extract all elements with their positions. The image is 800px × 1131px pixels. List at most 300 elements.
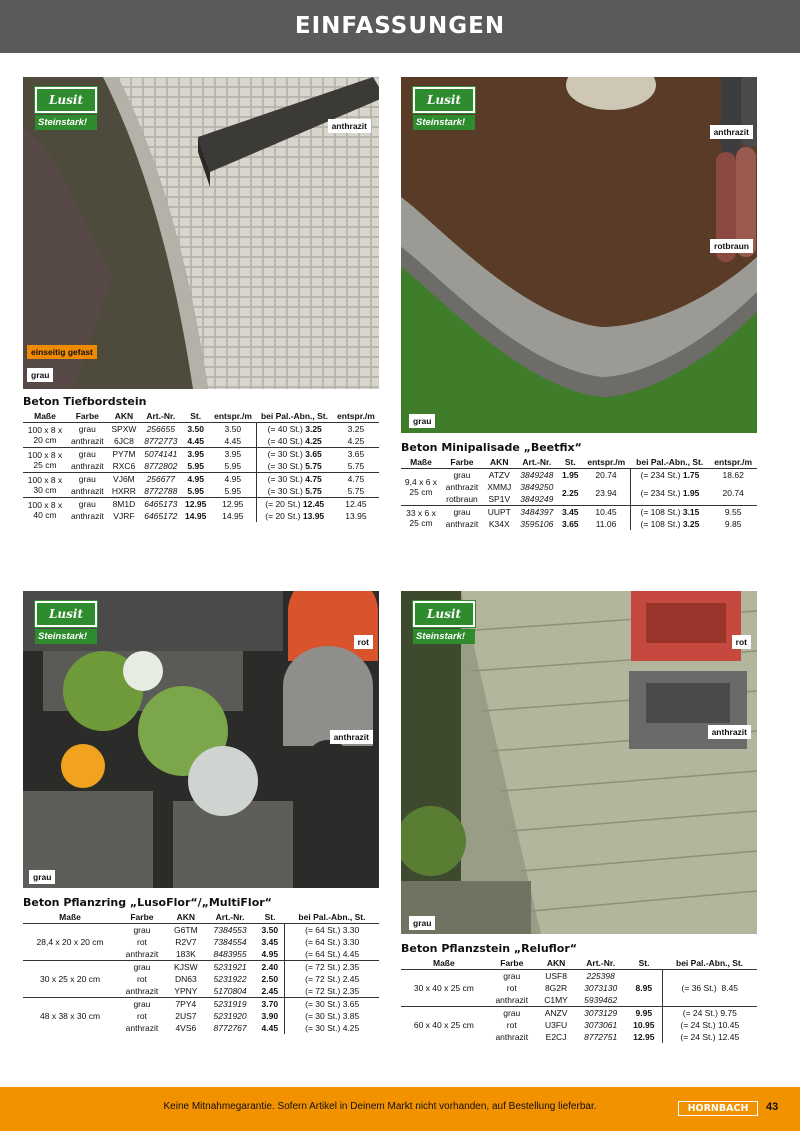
color-chip-grau: grau (409, 916, 435, 930)
cell-pal (285, 1010, 379, 1022)
cell-akn: U3FU (544, 1020, 568, 1030)
cell-pal (256, 435, 333, 448)
table-row (401, 506, 757, 519)
cell-pal (285, 998, 379, 1011)
cell-farbe: anthrazit (70, 486, 104, 496)
cell-art: 6465172 (144, 511, 178, 521)
feature-chip: einseitig gefast (27, 345, 97, 359)
pal-qty: (= 20 St.) (265, 499, 301, 509)
table-row (23, 485, 379, 498)
lusit-badge (35, 87, 97, 130)
footer-disclaimer: Keine Mitnahmegarantie. Sofern Artikel in Deinem Markt nicht vorhanden, auf Bestellung lieferbar. (163, 1101, 597, 1112)
cell-art: 3484397 (516, 506, 558, 519)
cell-masse: 60 x 40 x 25 cm (401, 1007, 487, 1044)
cell-m: 4.95 (210, 473, 256, 486)
pal-qty: (= 36 St.) (681, 983, 717, 993)
lusit-tagline: Steinstark! (35, 115, 97, 130)
cell-m: 3.95 (210, 448, 256, 461)
pal-price: 3.25 (682, 519, 700, 529)
table-row (401, 518, 757, 530)
col-header: Farbe (441, 456, 483, 469)
pal-price: 8.45 (721, 983, 739, 993)
cell-masse: 33 x 6 x 25 cm (401, 506, 441, 531)
price-table-beetfix (401, 456, 757, 530)
cell-masse: 9,4 x 6 x 25 cm (404, 477, 438, 497)
cell-farbe: anthrazit (125, 949, 159, 959)
cell-masse: 100 x 8 x 25 cm (23, 448, 67, 473)
cell-pal (630, 481, 709, 506)
cell-farbe: anthrazit (445, 519, 479, 529)
color-chip-anthrazit: anthrazit (710, 125, 753, 139)
cell-farbe: anthrazit (495, 1032, 529, 1042)
cell-art: 5231921 (205, 961, 255, 974)
cell-m: 5.95 (224, 461, 242, 471)
cell-pal-per-m: 3.25 (333, 423, 379, 436)
cell-masse: 100 x 8 x 30 cm (23, 473, 67, 498)
cell-akn: G6TM (167, 924, 205, 937)
cell-akn: K34X (488, 519, 510, 529)
col-header: AKN (483, 456, 516, 469)
pal-price: 2.35 (342, 986, 360, 996)
cell-pal (662, 1019, 757, 1031)
lusit-badge (413, 87, 475, 130)
cell-art: 7384554 (213, 937, 247, 947)
pal-price: 9.75 (720, 1008, 737, 1018)
cell-art: 3849249 (520, 494, 554, 504)
table-row (23, 460, 379, 473)
table-row (23, 948, 379, 961)
cell-pal (256, 510, 333, 522)
table-row (401, 481, 757, 493)
col-header: St. (626, 957, 662, 970)
cell-art: 3073061 (584, 1020, 618, 1030)
pal-qty: (= 30 St.) (267, 486, 303, 496)
cell-m: 3.50 (210, 423, 256, 436)
pal-qty: (= 30 St.) (305, 1023, 341, 1033)
pal-qty: (= 64 St.) (305, 937, 341, 947)
lusit-logo: Lusit (413, 87, 475, 113)
table-row (23, 998, 379, 1011)
price-table-pflanzring (23, 911, 379, 1034)
cell-farbe: anthrazit (495, 995, 529, 1005)
pal-qty: (= 24 St.) (680, 1032, 716, 1042)
lusit-tagline: Steinstark! (413, 115, 475, 130)
cell-art: 3073129 (575, 1007, 626, 1020)
cell-st: 3.70 (255, 998, 285, 1011)
cell-pal (662, 1007, 757, 1020)
table-row (23, 448, 379, 461)
col-header: Farbe (487, 957, 537, 970)
cell-st: 3.50 (181, 423, 210, 436)
pal-qty: (= 30 St.) (305, 1011, 341, 1021)
cell-masse (23, 924, 117, 937)
pal-price: 2.35 (342, 962, 360, 972)
cell-pal (256, 423, 333, 436)
cell-farbe: grau (67, 448, 108, 461)
cell-akn: ANZV (537, 1007, 575, 1020)
cell-art: 3849248 (520, 470, 554, 480)
lusit-tagline: Steinstark! (35, 629, 97, 644)
table-row (23, 498, 379, 511)
product-title: Beton Tiefbordstein (23, 395, 147, 408)
table-row (23, 924, 379, 937)
cell-st: 3.95 (181, 448, 210, 461)
cell-farbe: anthrazit (70, 436, 104, 446)
table-row (23, 1022, 379, 1034)
cell-pal-per-m: 9.85 (724, 519, 742, 529)
cell-farbe: grau (67, 473, 108, 486)
cell-farbe: rot (136, 974, 147, 984)
cell-farbe: anthrazit (70, 461, 104, 471)
cell-pal-per-m: 4.25 (347, 436, 365, 446)
cell-art: 5231920 (213, 1011, 247, 1021)
table-row (401, 970, 757, 983)
color-chip-rot: rot (732, 635, 751, 649)
price-table-reluflor (401, 957, 757, 1043)
cell-price: 3.65 (561, 519, 579, 529)
cell-akn: 4VS6 (175, 1023, 197, 1033)
pal-price: 3.85 (342, 1011, 360, 1021)
col-header: St. (181, 410, 210, 423)
pal-qty: (= 234 St.) (640, 470, 681, 480)
cell-art: 5939462 (584, 995, 618, 1005)
price-table-tiefbordstein (23, 410, 379, 522)
cell-farbe: grau (441, 506, 483, 519)
cell-masse: 28,4 x 20 x 20 cm (36, 937, 104, 947)
cell-pal-per-m: 5.75 (347, 461, 365, 471)
color-chip-rot: rot (354, 635, 373, 649)
cell-farbe: rotbraun (446, 494, 478, 504)
cell-akn: UUPT (483, 506, 516, 519)
pal-qty: (= 24 St.) (680, 1020, 716, 1030)
pal-qty: (= 108 St.) (640, 519, 681, 529)
page-footer (0, 1087, 800, 1131)
cell-farbe: grau (67, 423, 108, 436)
cell-pal (285, 948, 379, 961)
cell-art: 6465173 (140, 498, 181, 511)
cell-art: 3849250 (520, 482, 554, 492)
lusit-logo: Lusit (413, 601, 475, 627)
cell-st: 2.40 (255, 961, 285, 974)
cell-pal (256, 448, 333, 461)
pal-price: 3.65 (305, 449, 322, 459)
lusit-tagline: Steinstark! (413, 629, 475, 644)
table-row (23, 1010, 379, 1022)
cell-art: 256677 (140, 473, 181, 486)
cell-masse: 48 x 38 x 30 cm (40, 1011, 101, 1021)
cell-farbe: grau (117, 998, 167, 1011)
minipalisade-image (401, 77, 757, 433)
cell-art: 8772788 (144, 486, 178, 496)
col-header: Art.-Nr. (205, 911, 255, 924)
cell-farbe: anthrazit (125, 1023, 159, 1033)
pal-price: 5.75 (305, 461, 322, 471)
lusit-logo: Lusit (35, 601, 97, 627)
cell-akn: E2CJ (545, 1032, 567, 1042)
cell-price: 2.25 (561, 488, 579, 498)
cell-masse (23, 998, 117, 1011)
color-chip-anthrazit: anthrazit (708, 725, 751, 739)
color-chip-grau: grau (409, 414, 435, 428)
pal-price: 3.15 (682, 507, 700, 517)
col-header: Maße (23, 410, 67, 423)
pal-qty: (= 40 St.) (267, 436, 303, 446)
cell-m: 12.95 (210, 498, 256, 511)
pal-price: 5.75 (305, 486, 322, 496)
cell-akn: 183K (175, 949, 196, 959)
cell-st: 4.95 (181, 473, 210, 486)
col-header: St. (255, 911, 285, 924)
pal-qty: (= 72 St.) (305, 962, 341, 972)
pal-qty: (= 30 St.) (305, 999, 341, 1009)
cell-pal-per-m: 9.55 (709, 506, 757, 519)
pal-price: 4.25 (342, 1023, 360, 1033)
pal-price: 4.75 (305, 474, 322, 484)
cell-akn: 8G2R (544, 983, 568, 993)
pal-qty: (= 72 St.) (305, 974, 341, 984)
cell-art: 7384553 (205, 924, 255, 937)
table-row (23, 961, 379, 974)
cell-pal (285, 973, 379, 985)
cell-farbe: rot (136, 1011, 147, 1021)
cell-per-m: 11.06 (595, 519, 617, 529)
pal-qty: (= 40 St.) (267, 424, 303, 434)
table-row (23, 510, 379, 522)
cell-pal (256, 498, 333, 511)
lusit-badge (35, 601, 97, 644)
pflanzstein-photo (401, 591, 757, 934)
cell-pal (256, 485, 333, 498)
cell-akn: USF8 (545, 971, 567, 981)
cell-st: 2.45 (261, 986, 279, 996)
col-header: entspr./m (583, 456, 631, 469)
cell-akn: 7PY4 (167, 998, 205, 1011)
col-header: bei Pal.-Abn., St. (662, 957, 757, 970)
cell-masse: 100 x 8 x 40 cm (23, 498, 67, 523)
color-chip-anthrazit: anthrazit (330, 730, 373, 744)
pal-qty: (= 20 St.) (265, 511, 301, 521)
cell-price: 8.95 (635, 983, 653, 993)
pal-qty: (= 64 St.) (305, 949, 341, 959)
pal-price: 1.75 (682, 470, 700, 480)
cell-farbe: grau (487, 1007, 537, 1020)
cell-farbe: rot (136, 937, 147, 947)
cell-per-m: 20.74 (595, 470, 617, 480)
cell-akn: VJ6M (108, 473, 141, 486)
cell-art: 5170804 (213, 986, 247, 996)
cell-price: 1.95 (561, 470, 579, 480)
cell-masse: 30 x 25 x 20 cm (40, 974, 101, 984)
cell-akn: C1MY (544, 995, 568, 1005)
cell-akn: YPNY (174, 986, 198, 996)
col-header: Maße (23, 911, 117, 924)
page-header (0, 0, 800, 53)
cell-farbe: anthrazit (125, 986, 159, 996)
cell-akn: XMMJ (487, 482, 512, 492)
pal-qty: (= 64 St.) (305, 925, 341, 935)
cell-farbe: anthrazit (70, 511, 104, 521)
cell-masse (23, 961, 117, 974)
table-row (23, 985, 379, 998)
col-header: Maße (401, 957, 487, 970)
product-title: Beton Pflanzring „LusoFlor“/„MultiFlor“ (23, 896, 272, 909)
cell-st: 4.95 (261, 949, 279, 959)
product-title: Beton Pflanzstein „Reluflor“ (401, 942, 578, 955)
pal-price: 3.30 (342, 925, 360, 935)
pal-price: 2.45 (342, 974, 360, 984)
cell-akn: HXRR (111, 486, 136, 496)
cell-art: 8483955 (213, 949, 247, 959)
cell-pal (285, 1022, 379, 1034)
cell-masse: 30 x 40 x 25 cm (413, 983, 474, 993)
cell-farbe: anthrazit (445, 482, 479, 492)
pal-price: 3.65 (342, 999, 360, 1009)
col-header: Farbe (117, 911, 167, 924)
cell-art: 5074141 (140, 448, 181, 461)
minipalisade-photo (401, 77, 757, 433)
color-chip-anthrazit: anthrazit (328, 119, 371, 133)
cell-akn: 6JC8 (113, 436, 134, 446)
col-header: Farbe (67, 410, 108, 423)
cell-price: 9.95 (626, 1007, 662, 1020)
page-title: EINFASSUNGEN (294, 13, 506, 39)
cell-akn: VJRF (113, 511, 135, 521)
lusit-badge (413, 601, 475, 644)
cell-art: 5231922 (213, 974, 247, 984)
cell-akn: RXC6 (112, 461, 136, 471)
table-row (401, 1007, 757, 1020)
col-header: bei Pal.-Abn., St. (256, 410, 333, 423)
hornbach-logo: HORNBACH (678, 1101, 758, 1116)
cell-pal (285, 936, 379, 948)
cell-pal (662, 970, 757, 1007)
cell-farbe: rot (506, 1020, 517, 1030)
cell-price: 3.45 (558, 506, 582, 519)
cell-pal-per-m: 18.62 (722, 470, 744, 480)
cell-m: 5.95 (224, 486, 242, 496)
cell-st: 5.95 (187, 461, 204, 471)
cell-masse (23, 985, 117, 998)
cell-akn: DN63 (174, 974, 197, 984)
cell-art: 8772767 (213, 1023, 247, 1033)
cell-m: 14.95 (222, 511, 244, 521)
cell-st: 3.50 (255, 924, 285, 937)
cell-masse (23, 948, 117, 961)
cell-st: 5.95 (187, 486, 204, 496)
cell-st: 2.50 (261, 974, 279, 984)
cell-pal-per-m: 20.74 (722, 488, 744, 498)
pal-qty: (= 234 St.) (640, 488, 681, 498)
cell-art: 3073130 (584, 983, 618, 993)
pal-price: 10.45 (717, 1020, 740, 1030)
cell-st: 3.45 (261, 937, 279, 947)
cell-pal (630, 518, 709, 530)
cell-farbe: grau (453, 470, 471, 480)
pal-qty: (= 30 St.) (267, 449, 303, 459)
pal-price: 3.25 (305, 424, 322, 434)
cell-art: 8772773 (144, 436, 178, 446)
table-row (23, 473, 379, 486)
cell-farbe: grau (117, 961, 167, 974)
table-row (23, 936, 379, 948)
color-chip-grau: grau (27, 368, 53, 382)
cell-masse (23, 1022, 117, 1034)
col-header: entspr./m (709, 456, 757, 469)
cell-art: 3595106 (520, 519, 554, 529)
cell-per-m: 10.45 (583, 506, 631, 519)
cell-art: 8772802 (144, 461, 178, 471)
cell-pal (285, 924, 379, 937)
color-chip-grau: grau (29, 870, 55, 884)
col-header: bei Pal.-Abn., St. (630, 456, 709, 469)
pal-qty: (= 72 St.) (305, 986, 341, 996)
pal-price: 4.25 (305, 436, 322, 446)
cell-farbe: grau (67, 498, 108, 511)
table-row (23, 435, 379, 448)
cell-pal-per-m: 13.95 (345, 511, 367, 521)
cell-pal (256, 460, 333, 473)
lusit-logo: Lusit (35, 87, 97, 113)
col-header: entspr./m (333, 410, 379, 423)
cell-farbe: rot (506, 983, 517, 993)
cell-masse: 100 x 8 x 20 cm (23, 423, 67, 448)
cell-pal (256, 473, 333, 486)
col-header: Maße (401, 456, 441, 469)
page-number: 43 (766, 1101, 779, 1113)
col-header: St. (558, 456, 582, 469)
cell-pal (630, 506, 709, 519)
cell-akn: ATZV (488, 470, 510, 480)
tiefbordstein-photo (23, 77, 379, 389)
cell-m: 4.45 (224, 436, 242, 446)
col-header: Art.-Nr. (140, 410, 181, 423)
pal-qty: (= 24 St.) (682, 1008, 718, 1018)
col-header: AKN (108, 410, 141, 423)
pal-price: 3.30 (342, 937, 360, 947)
cell-pal (662, 1031, 757, 1043)
product-title: Beton Minipalisade „Beetfix“ (401, 441, 582, 454)
pal-price: 12.45 (717, 1032, 740, 1042)
cell-pal-per-m: 5.75 (347, 486, 365, 496)
cell-akn: 8M1D (108, 498, 141, 511)
cell-st: 4.45 (187, 436, 204, 446)
cell-st: 14.95 (185, 511, 207, 521)
table-row (401, 469, 757, 482)
color-chip-rotbraun: rotbraun (710, 239, 753, 253)
cell-pal-per-m: 3.65 (333, 448, 379, 461)
cell-art: 5231919 (205, 998, 255, 1011)
cell-akn: 2US7 (175, 1011, 197, 1021)
pal-price: 12.45 (302, 499, 325, 509)
col-header: bei Pal.-Abn., St. (285, 911, 379, 924)
pal-qty: (= 108 St.) (640, 507, 681, 517)
cell-art: 256655 (140, 423, 181, 436)
pal-price: 13.95 (302, 511, 325, 521)
pflanzring-photo (23, 591, 379, 888)
cell-akn: SPXW (108, 423, 141, 436)
cell-art: 225398 (586, 971, 615, 981)
cell-akn: KJSW (167, 961, 205, 974)
cell-st: 12.95 (181, 498, 210, 511)
pal-price: 1.95 (682, 488, 700, 498)
cell-pal (630, 469, 709, 482)
cell-akn: SP1V (488, 494, 511, 504)
cell-pal-per-m: 12.45 (333, 498, 379, 511)
cell-st: 4.45 (261, 1023, 279, 1033)
cell-art: 8772751 (584, 1032, 618, 1042)
cell-farbe: grau (503, 971, 521, 981)
cell-akn: R2V7 (175, 937, 197, 947)
